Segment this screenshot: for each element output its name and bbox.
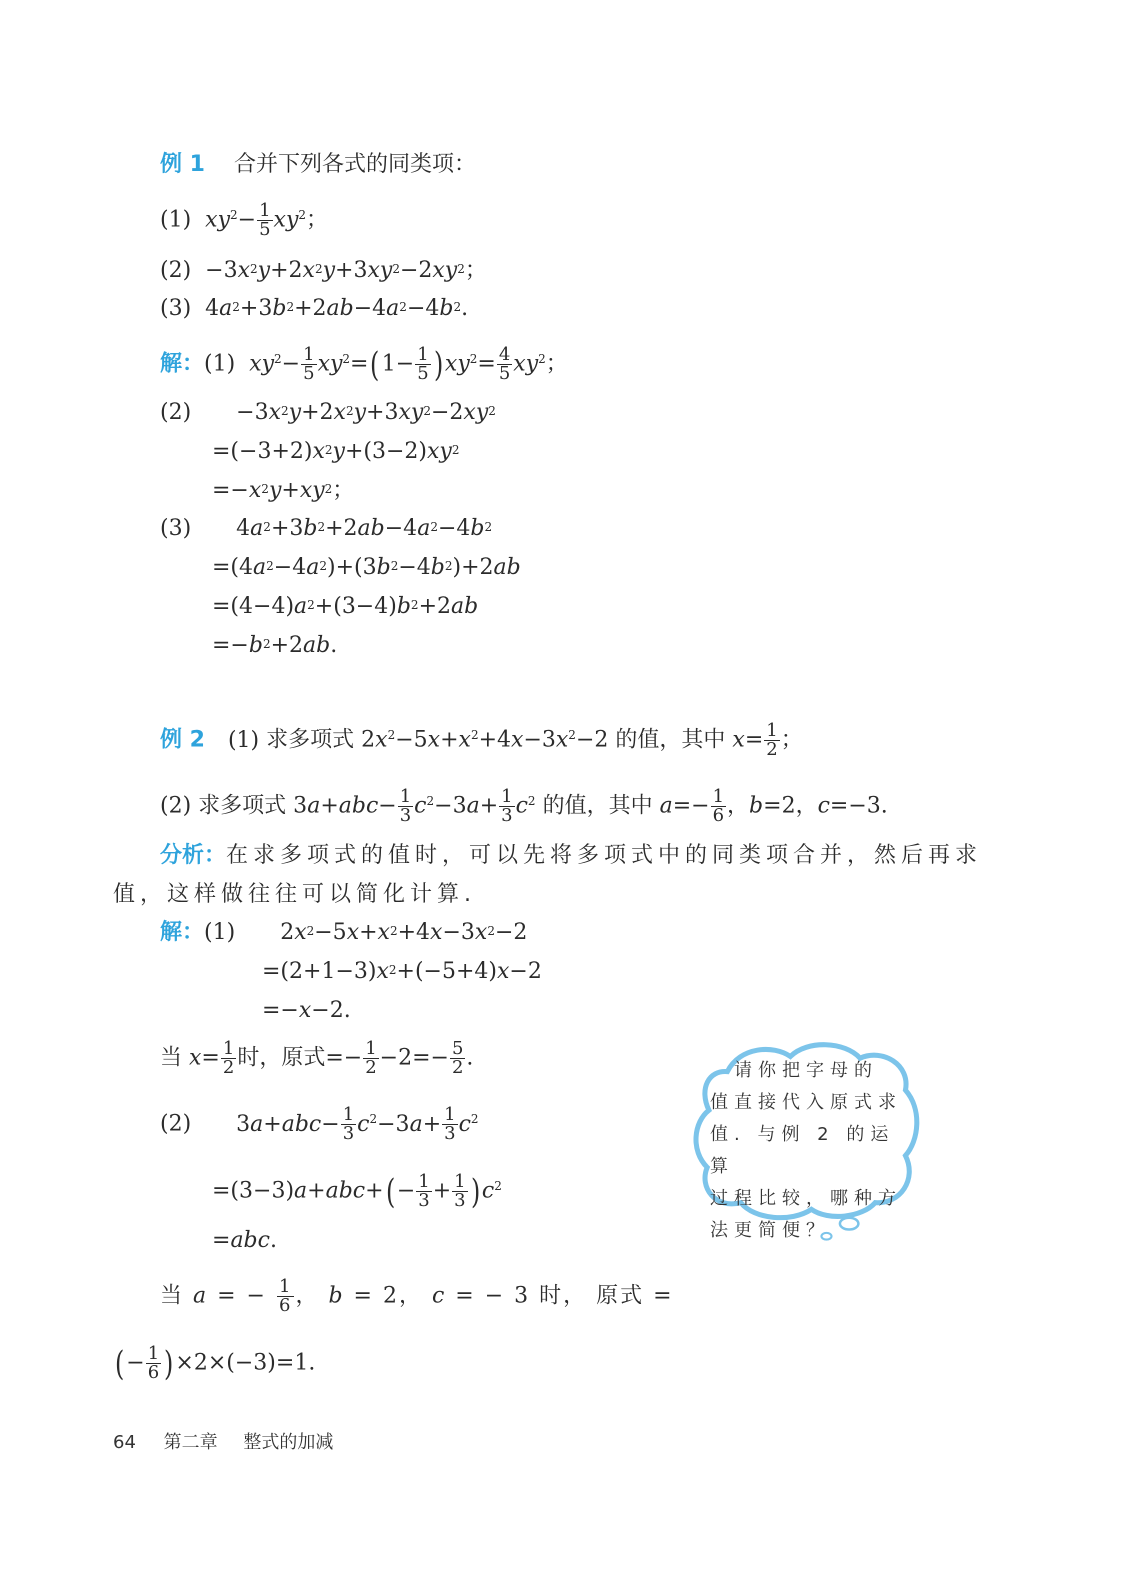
solution2-part1-when: 当 x= $\frac{1}{2}$ 时，原式=− $\frac{1}{2}$ −2=− $\frac{5}{2}$ . [160,1038,474,1078]
solution1-part2-step3: $=-x^2y+xy^2$； [212,478,355,503]
solution2-part2-when-line2: (− $\frac{1}{6}$ )×2×(−3)=1. [114,1343,316,1384]
example2-question2: (2) 求多项式 3a+abc− $\frac{1}{3}$ $c^2-3a+$ $\frac{1}{3}$ $c^2$ 的值，其中 a=− $\frac{1}{6}$ ，b=2，c=−3. [160,786,888,826]
solution1-part2-step1: $(2) -3x^2y+2x^2y+3xy^2-2xy^2$ [160,400,496,425]
chapter-title: 整式的加减 [243,1432,334,1453]
solution1-part3-step3: $=(4-4)a^2+(3-4)b^2+2ab$ [212,594,479,619]
solution2-part1-step2: $=(2+1-3)x^2+(-5+4)x-2$ [262,959,542,984]
example1-prompt: 合并下列各式的同类项： [233,152,476,177]
solution1-part3-step4: $=-b^2+2ab$. [212,633,338,658]
example2-label: 例 2 [160,727,205,753]
example1-item-1: (1) $xy^2-$ $\frac{1}{5}$ $xy^2$； [160,200,329,240]
page-number: 64 [113,1432,136,1453]
solution1-part3-step1: (3) $4a^2+3b^2+2ab-4a^2-4b^2$ [160,516,493,541]
solution2-part2-step2: =(3−3)a+abc+(− $\frac{1}{3}$ + $\frac{1}{3}$ )$c^2$ [212,1171,502,1212]
solution2-part2-step1: (2) 3a+abc− $\frac{1}{3}$ $c^2-3a+$ $\frac{1}{3}$ $c^2$ [160,1104,479,1144]
solution1-part2-step2: $=(-3+2)x^2y+(3-2)xy^2$ [212,439,460,464]
chapter-number: 第二章 [163,1432,218,1453]
solution1-part3-step2: $=(4a^2-4a^2)+(3b^2-4b^2)+2ab$ [212,555,521,580]
thought-bubble-text: 请你把字母的 值直接代入原式求 值. 与例 2 的运算 过程比较，哪种方 法更简便？ [710,1060,902,1241]
example2-question1: 例 2 (1) 求多项式 $2x^2-5x+x^2+4x-3x^2-2$ 的值，其中 x= $\frac{1}{2}$ ； [160,720,803,760]
solution2-part1-step1: 解：(1) $2x^2-5x+x^2+4x-3x^2-2$ [160,920,528,945]
analysis-label: 分析： [160,843,227,868]
solution2-part2-step3: =abc. [212,1228,277,1253]
example1-label: 例 1 [160,152,205,177]
example1-item-3: (3) $4a^2+3b^2+2ab-4a^2-4b^2$. [160,296,469,321]
solution2-part2-when-line1: 当 a = − $\frac{1}{6}$ ， b = 2， c = − 3 时， 原式 = [160,1276,674,1316]
solution2-part1-step3: =−x−2. [262,998,351,1023]
analysis-line2: 值，这样做往往可以简化计算. [113,882,476,907]
analysis-line1: 分析：在求多项式的值时，可以先将多项式中的同类项合并，然后再求 [160,843,983,868]
example1-item-2: $(2) -3x^2y+2x^2y+3xy^2-2xy^2$； [160,258,487,283]
example1-heading [160,150,476,180]
page-footer [113,1428,333,1454]
solution1-part1: 解：(1) $xy^2-$ $\frac{1}{5}$ $xy^2=(1-$ $\frac{1}{5}$ )$xy^2=$ $\frac{4}{5}$ $xy^2$； [160,344,568,385]
